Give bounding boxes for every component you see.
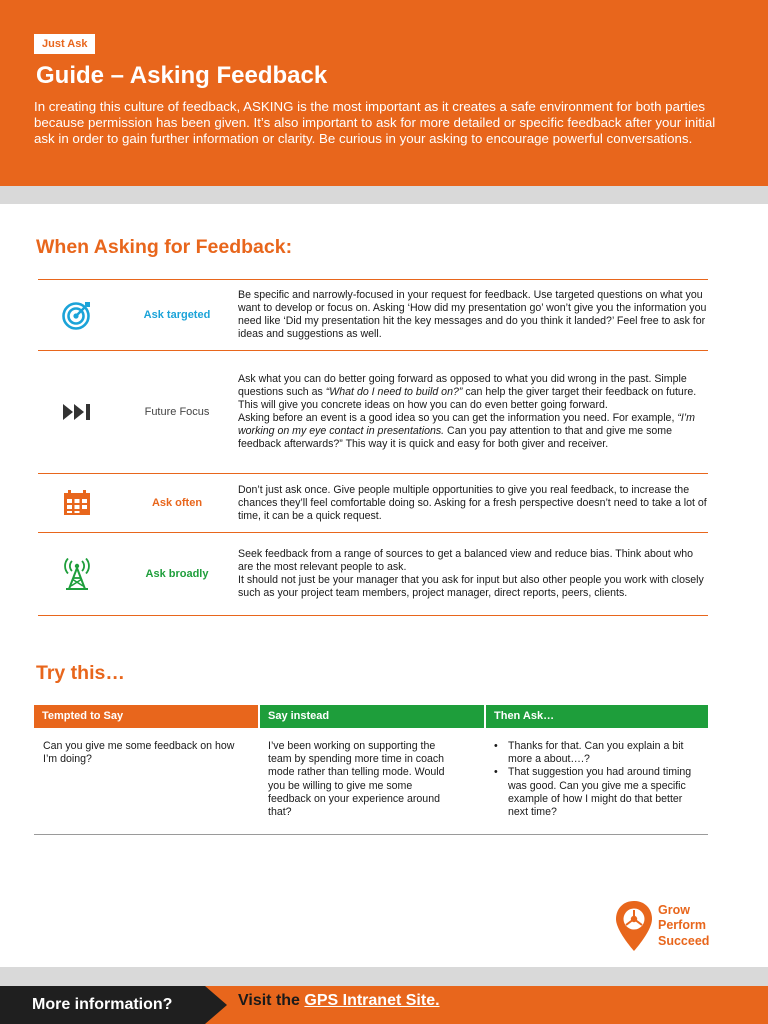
gps-intranet-link[interactable]: GPS Intranet Site. bbox=[304, 992, 440, 1009]
table-row bbox=[34, 728, 708, 835]
asking-label: Ask broadly bbox=[145, 568, 209, 580]
target-icon bbox=[38, 299, 116, 331]
gps-logo bbox=[614, 899, 709, 953]
header-banner bbox=[0, 0, 768, 186]
asking-section-heading: When Asking for Feedback: bbox=[36, 236, 293, 258]
asking-row-future-focus bbox=[38, 351, 708, 474]
instead-cell: I’ve been working on supporting the team by spending more time in coach mode rather than telling mode. Would you be willing to give me some feedback on your experience around that? bbox=[268, 740, 445, 819]
column-header-then-ask: Then Ask… bbox=[486, 705, 708, 728]
asking-description: Be specific and narrowly-focused in your request for feedback. Use targeted questions on what you want to develop or focus on. Asking ‘How did my presentation go’ won’t give you the information you need like ‘Did my presentation hit the key messages and do you think it landed?’ Feel free to ask for ideas and suggestions as well. bbox=[238, 289, 707, 340]
try-table bbox=[34, 705, 708, 835]
column-header-tempted: Tempted to Say bbox=[34, 705, 258, 728]
asking-table bbox=[38, 279, 708, 616]
try-section-heading: Try this… bbox=[36, 662, 125, 684]
asking-description: Don’t just ask once. Give people multiple opportunities to give you real feedback, to increase the chances they’ll feel comfortable doing so. Asking for a fresh perspective doesn’t need to take a lot of time, it can be a quick request. bbox=[238, 483, 707, 522]
page-title: Guide – Asking Feedback bbox=[36, 62, 328, 89]
asking-label: Ask targeted bbox=[143, 309, 211, 321]
then-ask-cell bbox=[486, 728, 708, 834]
asking-label: Future Focus bbox=[144, 406, 210, 418]
list-item: • That suggestion you had around timing was good. Can you give me a specific example of how I might do that better next time? bbox=[508, 766, 698, 819]
location-pin-icon bbox=[614, 899, 654, 953]
column-header-instead: Say instead bbox=[260, 705, 484, 728]
header-divider bbox=[0, 186, 768, 204]
tempted-cell: Can you give me some feedback on how I’m doing? bbox=[43, 740, 235, 766]
asking-row-often bbox=[38, 474, 708, 533]
footer-divider bbox=[0, 967, 768, 986]
asking-label: Ask often bbox=[151, 497, 203, 509]
fast-forward-icon bbox=[38, 402, 116, 422]
just-ask-badge: Just Ask bbox=[34, 34, 95, 54]
more-information-label: More information? bbox=[32, 996, 173, 1013]
visit-text: Visit the GPS Intranet Site. bbox=[238, 992, 440, 1009]
calendar-icon bbox=[38, 490, 116, 516]
logo-line: Perform bbox=[658, 918, 706, 933]
intro-text: In creating this culture of feedback, ASKING is the most important as it creates a safe environment for both parties because permission has been given. It’s also important to ask for more detailed or specific feedback after your initial ask in order to gain further information or clarity. Be curious in your asking to encourage powerful conversations. bbox=[34, 99, 716, 147]
list-item: • Thanks for that. Can you explain a bit more a about….? bbox=[508, 740, 698, 766]
asking-row-targeted bbox=[38, 280, 708, 351]
arrow-shape bbox=[205, 986, 227, 1024]
try-table-header bbox=[34, 705, 708, 728]
logo-line: Grow bbox=[658, 902, 690, 917]
footer-bar bbox=[0, 986, 768, 1024]
asking-description: Ask what you can do better going forward as opposed to what you did wrong in the past. Simple questions such as “What do I need to build on?” can help the giver target their feedback on future. This will give you concrete ideas on how you can do even better going forward. Asking before an event is a good idea so you can get the information you need. For example, “I’m working on my eye contact in presentations. Can you pay attention to that and give me some feedback afterwards?” This way it is quick and easy for both giver and receiver. bbox=[238, 373, 697, 450]
asking-description: Seek feedback from a range of sources to get a balanced view and reduce bias. Think about who are the most relevant people to ask. It should not just be your manager that you ask for input but also other people you work with closely such as your project team members, project manager, direct reports, peers, clients. bbox=[238, 548, 704, 599]
logo-line: Succeed bbox=[658, 933, 710, 948]
broadcast-tower-icon bbox=[38, 558, 116, 590]
asking-row-broadly bbox=[38, 533, 708, 616]
